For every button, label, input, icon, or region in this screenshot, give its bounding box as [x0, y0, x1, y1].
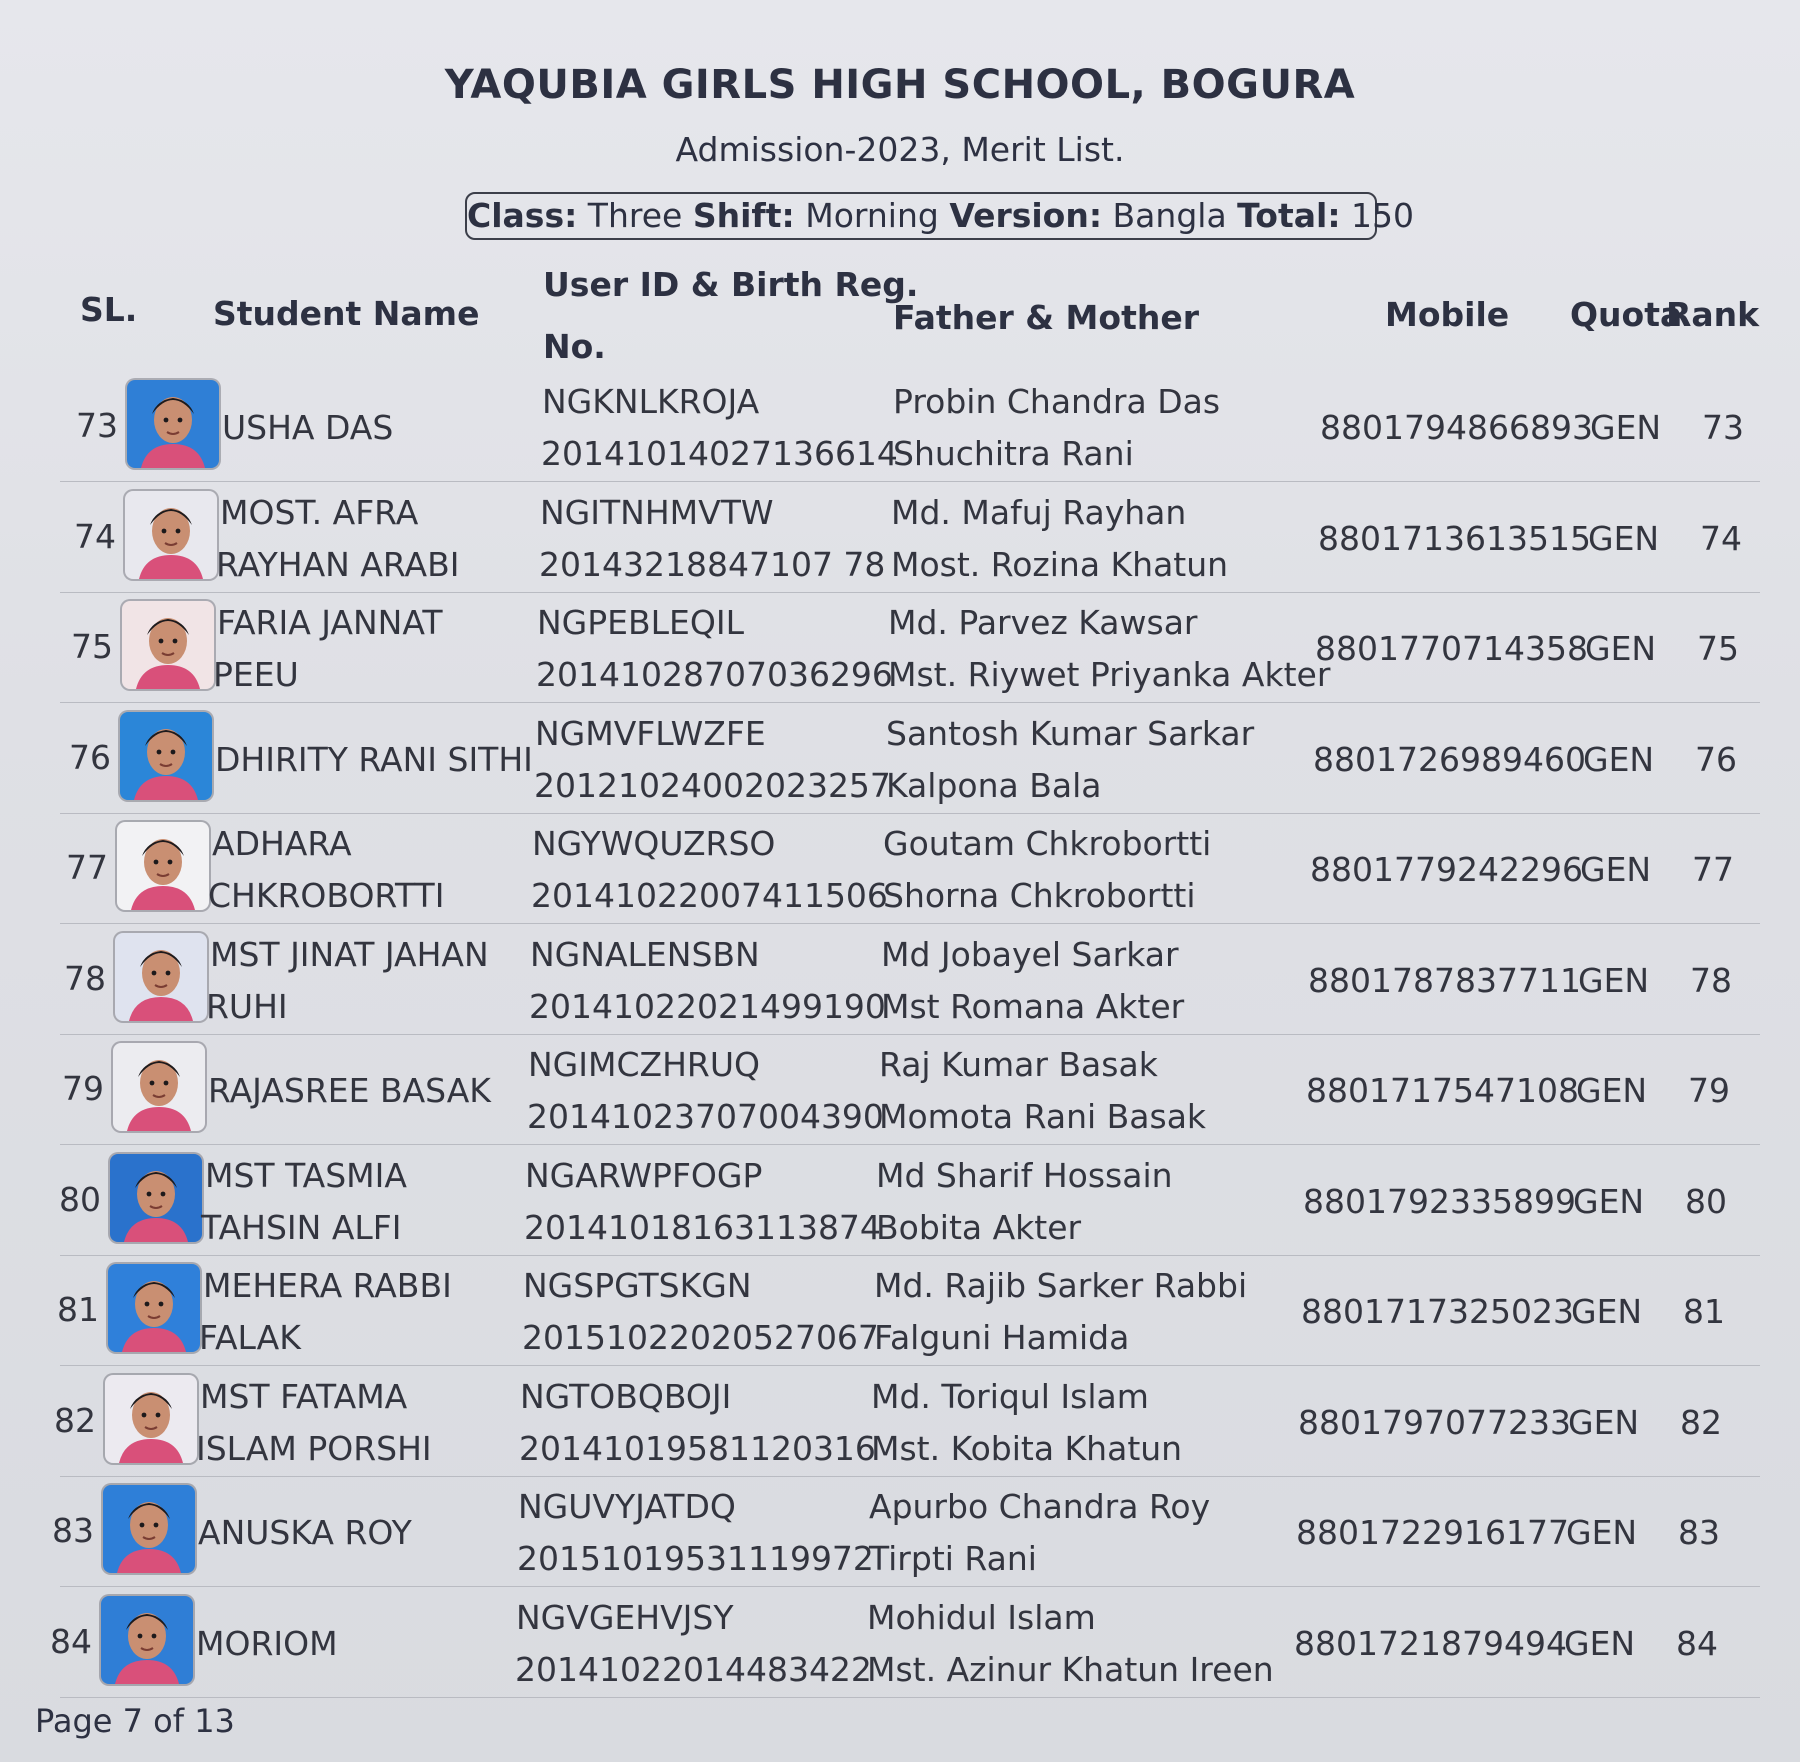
student-photo: [127, 380, 219, 468]
serial-number: 81: [57, 1290, 99, 1329]
mobile-number: 8801717325023: [1301, 1292, 1574, 1331]
table-row: [0, 814, 1800, 924]
table-row: [0, 593, 1800, 703]
shift-value: Morning: [805, 196, 939, 235]
father-name: Santosh Kumar Sarkar: [886, 714, 1255, 753]
serial-number: 82: [54, 1401, 96, 1440]
row-divider: [60, 1697, 1760, 1698]
student-name: MORIOM: [196, 1624, 338, 1663]
birth-reg-no: 20143218847107 78: [539, 545, 886, 584]
birth-reg-no: 20141028707036296: [536, 655, 893, 694]
user-id: NGIMCZHRUQ: [528, 1045, 760, 1084]
student-name-line1: FARIA JANNAT: [217, 603, 443, 642]
list-subtitle: Admission-2023, Merit List.: [675, 130, 1125, 169]
student-portrait-icon: [101, 1596, 193, 1684]
column-header-mobile: Mobile: [1385, 295, 1510, 334]
father-name: Md. Rajib Sarker Rabbi: [874, 1266, 1248, 1305]
student-portrait-icon: [127, 380, 219, 468]
student-name-line1: ADHARA: [212, 824, 352, 863]
father-name: Md. Toriqul Islam: [871, 1377, 1149, 1416]
table-row: [0, 483, 1800, 593]
mobile-number: 8801787837711: [1308, 961, 1581, 1000]
student-photo: [115, 933, 207, 1021]
mother-name: Tirpti Rani: [869, 1539, 1037, 1578]
quota: GEN: [1590, 408, 1662, 447]
mobile-number: 8801722916177: [1296, 1513, 1569, 1552]
rank: 74: [1700, 519, 1742, 558]
father-name: Raj Kumar Basak: [879, 1045, 1158, 1084]
birth-reg-no: 20121024002023257: [534, 766, 891, 805]
father-name: Md. Mafuj Rayhan: [891, 493, 1187, 532]
mother-name: Bobita Akter: [876, 1208, 1082, 1247]
student-name-line1: MEHERA RABBI: [203, 1266, 452, 1305]
serial-number: 79: [62, 1069, 104, 1108]
student-photo: [122, 601, 214, 689]
student-name-line2: RAYHAN ARABI: [216, 545, 460, 584]
father-name: Md Jobayel Sarkar: [881, 935, 1179, 974]
mother-name: Mst. Riywet Priyanka Akter: [888, 655, 1331, 694]
quota: GEN: [1578, 961, 1650, 1000]
student-portrait-icon: [125, 491, 217, 579]
mobile-number: 8801726989460: [1313, 740, 1586, 779]
student-portrait-icon: [122, 601, 214, 689]
user-id: NGPEBLEQIL: [537, 603, 744, 642]
table-row: [0, 704, 1800, 814]
row-divider: [60, 481, 1760, 482]
student-name: ANUSKA ROY: [198, 1513, 412, 1552]
birth-reg-no: 20141023707004390: [527, 1097, 884, 1136]
school-title: YAQUBIA GIRLS HIGH SCHOOL, BOGURA: [444, 62, 1356, 108]
quota: GEN: [1583, 740, 1655, 779]
column-header-parents: Father & Mother: [893, 298, 1199, 337]
student-portrait-icon: [108, 1264, 200, 1352]
student-name: RAJASREE BASAK: [208, 1071, 491, 1110]
quota: GEN: [1571, 1292, 1643, 1331]
student-portrait-icon: [105, 1375, 197, 1463]
row-divider: [60, 1144, 1760, 1145]
rank: 79: [1688, 1071, 1730, 1110]
serial-number: 76: [69, 738, 111, 777]
student-photo: [108, 1264, 200, 1352]
student-name-line1: MST TASMIA: [205, 1156, 407, 1195]
student-portrait-icon: [117, 822, 209, 910]
student-portrait-icon: [110, 1154, 202, 1242]
row-divider: [60, 1365, 1760, 1366]
rank: 81: [1683, 1292, 1725, 1331]
mobile-number: 8801721879494: [1294, 1624, 1567, 1663]
student-photo: [125, 491, 217, 579]
student-photo: [120, 712, 212, 800]
mother-name: Most. Rozina Khatun: [891, 545, 1229, 584]
birth-reg-no: 20141018163113874: [524, 1208, 881, 1247]
student-portrait-icon: [113, 1043, 205, 1131]
serial-number: 84: [50, 1622, 92, 1661]
rank: 84: [1676, 1624, 1718, 1663]
student-photo: [105, 1375, 197, 1463]
user-id: NGVGEHVJSY: [516, 1598, 734, 1637]
serial-number: 83: [52, 1511, 94, 1550]
birth-reg-no: 20151022020527067: [522, 1318, 879, 1357]
table-row: [0, 372, 1800, 482]
mother-name: Momota Rani Basak: [879, 1097, 1207, 1136]
student-name-line2: RUHI: [206, 987, 288, 1026]
table-row: [0, 1477, 1800, 1587]
student-name: DHIRITY RANI SITHI: [215, 740, 533, 779]
birth-reg-no: 20141022014483422: [515, 1650, 872, 1689]
student-name-line1: MST JINAT JAHAN: [210, 935, 489, 974]
rank: 77: [1692, 850, 1734, 889]
row-divider: [60, 702, 1760, 703]
serial-number: 80: [59, 1180, 101, 1219]
row-divider: [60, 923, 1760, 924]
rank: 80: [1685, 1182, 1727, 1221]
version-label: Version:: [949, 196, 1103, 235]
mother-name: Shorna Chkrobortti: [883, 876, 1196, 915]
mother-name: Mst Romana Akter: [881, 987, 1185, 1026]
quota: GEN: [1566, 1513, 1638, 1552]
user-id: NGMVFLWZFE: [535, 714, 766, 753]
quota: GEN: [1568, 1403, 1640, 1442]
student-portrait-icon: [115, 933, 207, 1021]
version-value: Bangla: [1112, 196, 1227, 235]
student-name-line1: MST FATAMA: [200, 1377, 408, 1416]
user-id: NGTOBQBOJI: [520, 1377, 732, 1416]
birth-reg-no: 20141022007411506: [531, 876, 888, 915]
class-info-box: [465, 192, 1415, 240]
table-row: [0, 1146, 1800, 1256]
father-name: Apurbo Chandra Roy: [869, 1487, 1211, 1526]
student-name-line2: PEEU: [213, 655, 299, 694]
user-id: NGSPGTSKGN: [523, 1266, 752, 1305]
student-portrait-icon: [103, 1485, 195, 1573]
birth-reg-no: 20141022021499190: [529, 987, 886, 1026]
total-value: 150: [1351, 196, 1415, 235]
rank: 76: [1695, 740, 1737, 779]
serial-number: 73: [76, 406, 118, 445]
class-value: Three: [587, 196, 683, 235]
mother-name: Kalpona Bala: [886, 766, 1102, 805]
rank: 82: [1680, 1403, 1722, 1442]
table-row: [0, 925, 1800, 1035]
quota: GEN: [1576, 1071, 1648, 1110]
total-label: Total:: [1237, 196, 1341, 235]
mobile-number: 8801794866893: [1320, 408, 1593, 447]
class-label: Class:: [467, 196, 578, 235]
student-photo: [117, 822, 209, 910]
serial-number: 75: [71, 627, 113, 666]
mother-name: Falguni Hamida: [874, 1318, 1130, 1357]
mobile-number: 8801713613515: [1318, 519, 1591, 558]
user-id: NGUVYJATDQ: [518, 1487, 736, 1526]
user-id: NGYWQUZRSO: [532, 824, 776, 863]
father-name: Mohidul Islam: [867, 1598, 1096, 1637]
father-name: Md. Parvez Kawsar: [888, 603, 1198, 642]
user-id: NGARWPFOGP: [525, 1156, 763, 1195]
column-header-userid: User ID & Birth Reg.: [543, 265, 919, 304]
serial-number: 77: [66, 848, 108, 887]
mother-name: Shuchitra Rani: [893, 434, 1134, 473]
student-photo: [113, 1043, 205, 1131]
serial-number: 74: [74, 517, 116, 556]
father-name: Goutam Chkrobortti: [883, 824, 1212, 863]
student-name-line2: TAHSIN ALFI: [201, 1208, 402, 1247]
student-photo: [103, 1485, 195, 1573]
rank: 73: [1702, 408, 1744, 447]
quota: GEN: [1564, 1624, 1636, 1663]
mobile-number: 8801717547108: [1306, 1071, 1579, 1110]
birth-reg-no: 20151019531119972: [517, 1539, 874, 1578]
mother-name: Mst. Kobita Khatun: [871, 1429, 1183, 1468]
quota: GEN: [1573, 1182, 1645, 1221]
student-photo: [101, 1596, 193, 1684]
student-photo: [110, 1154, 202, 1242]
birth-reg-no: 20141014027136614: [541, 434, 898, 473]
student-name-line2: CHKROBORTTI: [208, 876, 445, 915]
column-header-userid-cont: No.: [543, 327, 606, 366]
father-name: Probin Chandra Das: [893, 382, 1221, 421]
mobile-number: 8801770714358: [1315, 629, 1588, 668]
table-row: [0, 1256, 1800, 1366]
student-name-line1: MOST. AFRA: [220, 493, 419, 532]
table-row: [0, 1035, 1800, 1145]
column-header-sl: SL.: [80, 290, 138, 329]
rank: 75: [1697, 629, 1739, 668]
student-name-line2: FALAK: [199, 1318, 301, 1357]
user-id: NGKNLKROJA: [542, 382, 760, 421]
student-name: USHA DAS: [222, 408, 394, 447]
quota: GEN: [1580, 850, 1652, 889]
quota: GEN: [1585, 629, 1657, 668]
page-number: Page 7 of 13: [35, 1702, 235, 1740]
shift-label: Shift:: [692, 196, 795, 235]
birth-reg-no: 20141019581120316: [519, 1429, 876, 1468]
mobile-number: 8801797077233: [1298, 1403, 1571, 1442]
rank: 83: [1678, 1513, 1720, 1552]
mobile-number: 8801779242296: [1310, 850, 1583, 889]
quota: GEN: [1588, 519, 1660, 558]
mother-name: Mst. Azinur Khatun Ireen: [867, 1650, 1274, 1689]
table-row: [0, 1588, 1800, 1698]
user-id: NGNALENSBN: [530, 935, 760, 974]
column-header-student-name: Student Name: [213, 294, 480, 333]
row-divider: [60, 1586, 1760, 1587]
user-id: NGITNHMVTW: [540, 493, 774, 532]
father-name: Md Sharif Hossain: [876, 1156, 1173, 1195]
column-header-quota: Quota: [1570, 295, 1683, 334]
column-header-rank: Rank: [1666, 295, 1760, 334]
student-portrait-icon: [120, 712, 212, 800]
rank: 78: [1690, 961, 1732, 1000]
serial-number: 78: [64, 959, 106, 998]
mobile-number: 8801792335899: [1303, 1182, 1576, 1221]
table-row: [0, 1367, 1800, 1477]
student-name-line2: ISLAM PORSHI: [196, 1429, 432, 1468]
